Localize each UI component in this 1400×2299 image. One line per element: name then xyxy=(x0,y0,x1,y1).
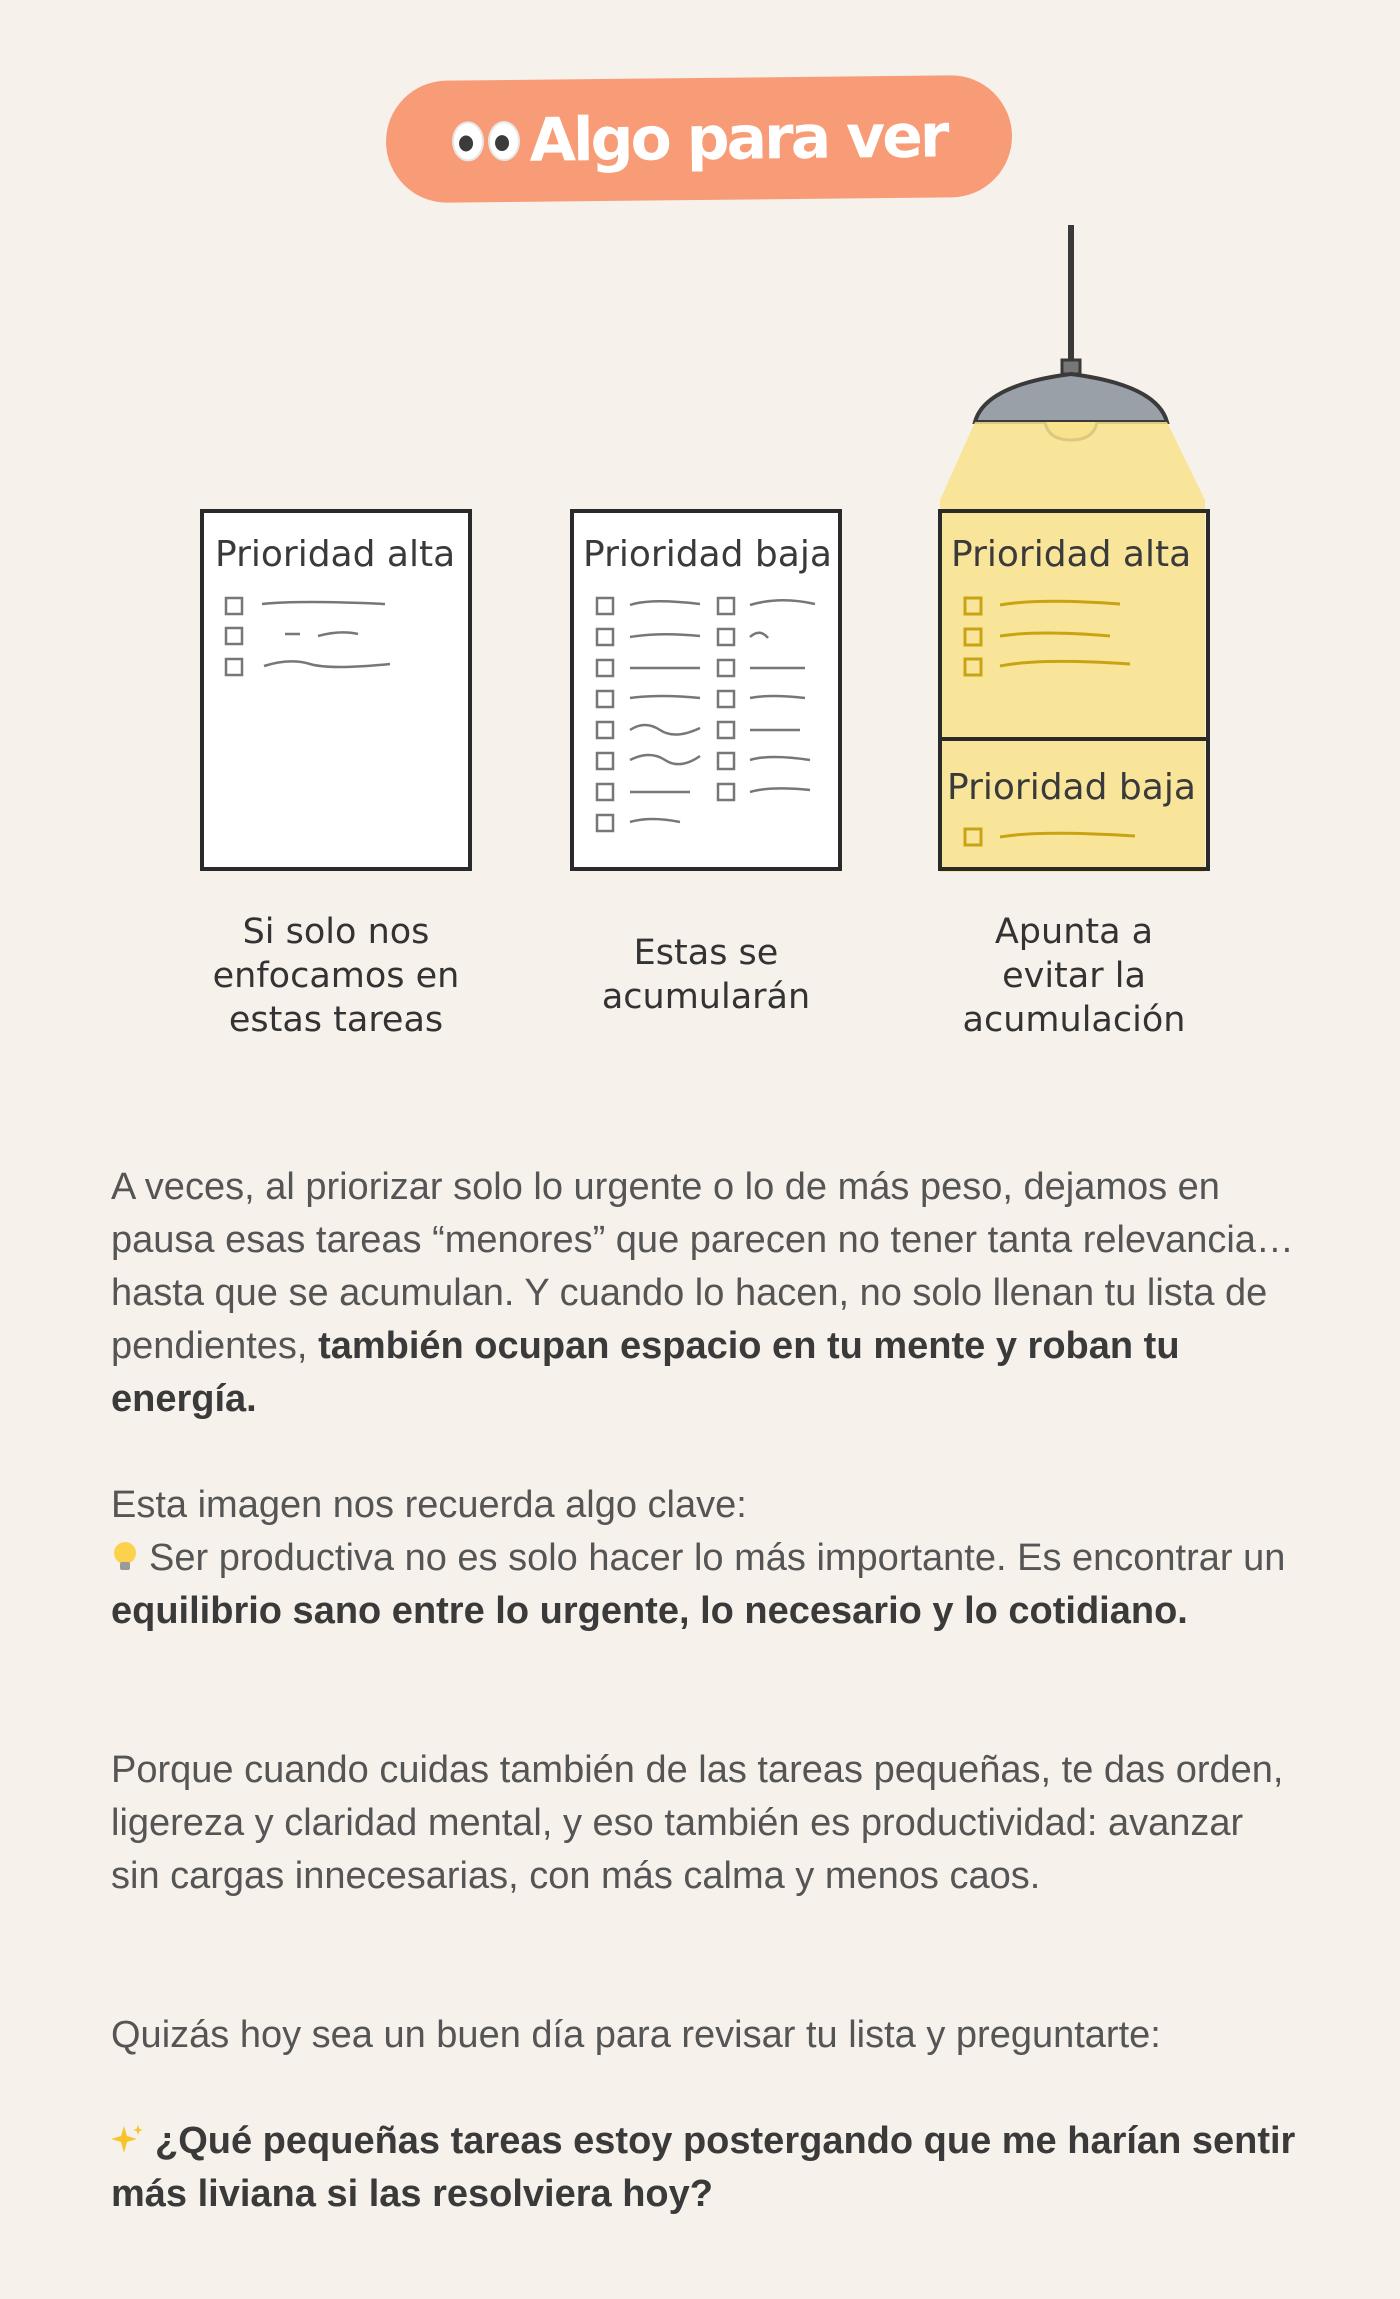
paragraph-2-text: Ser productiva no es solo hacer lo más importante. Es encontrar un xyxy=(149,1537,1286,1579)
section-title: Algo para ver xyxy=(529,101,947,176)
paragraph-5 xyxy=(111,2115,1301,2221)
card-balanced-bottom-label: Prioridad baja xyxy=(947,767,1196,808)
paragraph-1-text: A veces, al priorizar solo lo urgente o lo de más peso, dejamos en pausa esas tareas “menores” que parecen no tener tanta relevancia… hasta que se acumulan. Y cuando lo hacen, no solo llenan tu lista de pendientes, xyxy=(111,1166,1294,1367)
section-title-pill xyxy=(385,75,1012,204)
caption-low-priority: Estas se acumularán xyxy=(601,933,811,1017)
paragraph-1 xyxy=(111,1161,1301,1426)
card-balanced-top-label: Prioridad alta xyxy=(951,534,1192,575)
ceiling-lamp-icon xyxy=(975,225,1167,440)
paragraph-1-bold: también ocupan espacio en tu mente y roban tu energía. xyxy=(111,1325,1180,1420)
paragraph-2-intro: Esta imagen nos recuerda algo clave: xyxy=(111,1484,747,1526)
card-high-priority xyxy=(202,511,470,869)
paragraph-2 xyxy=(111,1479,1301,1638)
lightbulb-icon xyxy=(111,1540,139,1574)
paragraph-4: Quizás hoy sea un buen día para revisar tu lista y preguntarte: xyxy=(111,2014,1161,2056)
card-high-priority-label: Prioridad alta xyxy=(215,534,456,575)
sparkles-icon xyxy=(111,2123,145,2157)
paragraph-2-bold: equilibrio sano entre lo urgente, lo necesario y lo cotidiano. xyxy=(111,1590,1188,1632)
caption-balanced: Apunta a evitar la acumulación xyxy=(962,912,1186,1040)
paragraph-3: Porque cuando cuidas también de las tareas pequeñas, te das orden, ligereza y claridad mental, y eso también es productividad: avanzar sin cargas innecesarias, con más calma y menos caos. xyxy=(111,1749,1284,1897)
eyes-icon xyxy=(451,121,519,162)
card-low-priority xyxy=(572,511,840,869)
caption-high-priority: Si solo nos enfocamos en estas tareas xyxy=(212,912,460,1040)
paragraph-5-bold: ¿Qué pequeñas tareas estoy postergando que me harían sentir más liviana si las resolviera hoy? xyxy=(111,2120,1296,2215)
card-low-priority-label: Prioridad baja xyxy=(583,534,832,575)
